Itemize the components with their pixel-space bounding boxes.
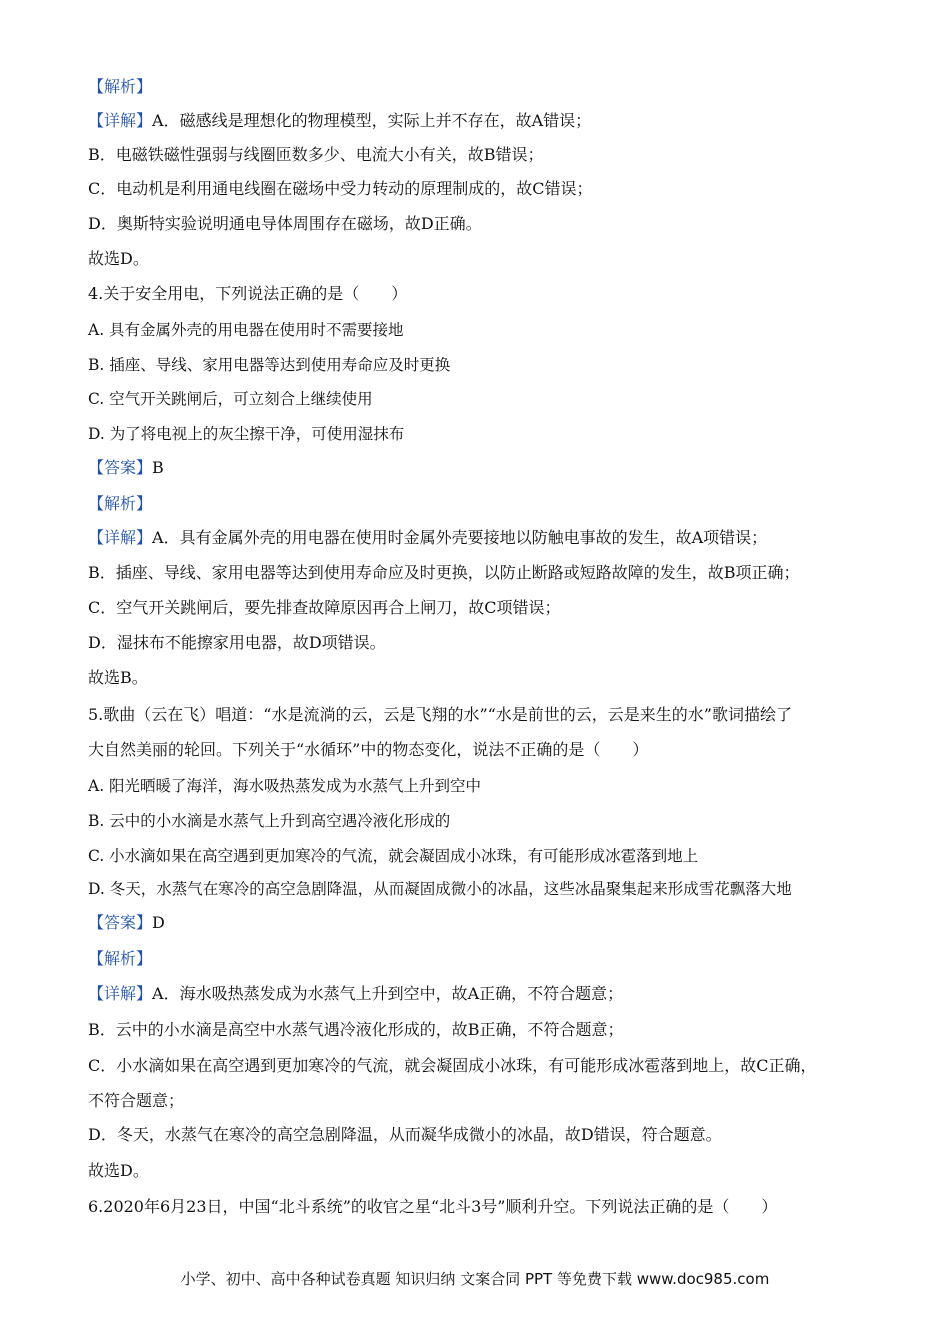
explanation-line: B．云中的小水滴是高空中水蒸气遇冷液化形成的，故B正确，不符合题意；	[88, 1020, 624, 1039]
conclusion-line: 故选B。	[88, 668, 148, 687]
explanation-line: D．奥斯特实验说明通电导体周围存在磁场，故D正确。	[88, 214, 482, 233]
answer-line: 【答案】D	[88, 913, 165, 932]
analysis-heading: 【解析】	[88, 949, 153, 968]
explanation-line: C．电动机是利用通电线圈在磁场中受力转动的原理制成的，故C错误；	[88, 179, 593, 198]
option-line: B. 云中的小水滴是水蒸气上升到高空遇冷液化形成的	[88, 812, 451, 830]
option-line: A. 阳光晒暖了海洋，海水吸热蒸发成为水蒸气上升到空中	[88, 777, 482, 795]
explanation-line: 【详解】A．海水吸热蒸发成为水蒸气上升到空中，故A正确，不符合题意；	[88, 984, 624, 1003]
question-stem: 6.2020年6月23日，中国“北斗系统”的收官之星“北斗3号”顺利升空。下列说法正确的是（ ）	[88, 1197, 778, 1216]
conclusion-line: 故选D。	[88, 1161, 149, 1180]
explanation-line: 【详解】A．具有金属外壳的用电器在使用时金属外壳要接地以防触电事故的发生，故A项错误；	[88, 528, 768, 547]
page-footer: 小学、初中、高中各种试卷真题 知识归纳 文案合同 PPT 等免费下载 www.doc985.com	[180, 1270, 770, 1288]
option-line: A. 具有金属外壳的用电器在使用时不需要接地	[88, 321, 404, 339]
analysis-heading: 【解析】	[88, 77, 153, 96]
explanation-line: B．插座、导线、家用电器等达到使用寿命应及时更换，以防止断路或短路故障的发生，故B项正确；	[88, 563, 800, 582]
explanation-line: 【详解】A．磁感线是理想化的物理模型，实际上并不存在，故A错误；	[88, 111, 592, 130]
question-stem: 大自然美丽的轮回。下列关于“水循环”中的物态变化，说法不正确的是（ ）	[88, 740, 649, 759]
explanation-line: 不符合题意；	[88, 1091, 185, 1110]
question-stem: 5.歌曲（云在飞）唱道：“水是流淌的云，云是飞翔的水”“水是前世的云，云是来生的水”歌词描绘了	[88, 705, 792, 724]
answer-line: 【答案】B	[88, 458, 164, 477]
explanation-line: C．空气开关跳闸后，要先排查故障原因再合上闸刀，故C项错误；	[88, 598, 561, 617]
explanation-line: B．电磁铁磁性强弱与线圈匝数多少、电流大小有关，故B错误；	[88, 145, 544, 164]
option-line: D. 为了将电视上的灰尘擦干净，可使用湿抹布	[88, 425, 405, 443]
option-line: B. 插座、导线、家用电器等达到使用寿命应及时更换	[88, 356, 451, 374]
explanation-line: C．小水滴如果在高空遇到更加寒冷的气流，就会凝固成小冰珠，有可能形成冰雹落到地上，故C正确，	[88, 1056, 817, 1075]
conclusion-line: 故选D。	[88, 249, 149, 268]
option-line: C. 小水滴如果在高空遇到更加寒冷的气流，就会凝固成小冰珠，有可能形成冰雹落到地上	[88, 847, 699, 865]
explanation-line: D．冬天，水蒸气在寒冷的高空急剧降温，从而凝华成微小的冰晶，故D错误，符合题意。	[88, 1125, 722, 1144]
option-line: C. 空气开关跳闸后，可立刻合上继续使用	[88, 390, 373, 408]
analysis-heading: 【解析】	[88, 494, 153, 513]
explanation-line: D．湿抹布不能擦家用电器，故D项错误。	[88, 633, 386, 652]
option-line: D. 冬天，水蒸气在寒冷的高空急剧降温，从而凝固成微小的冰晶，这些冰晶聚集起来形成雪花飘落大地	[88, 880, 792, 898]
question-stem: 4.关于安全用电，下列说法正确的是（ ）	[88, 284, 408, 303]
